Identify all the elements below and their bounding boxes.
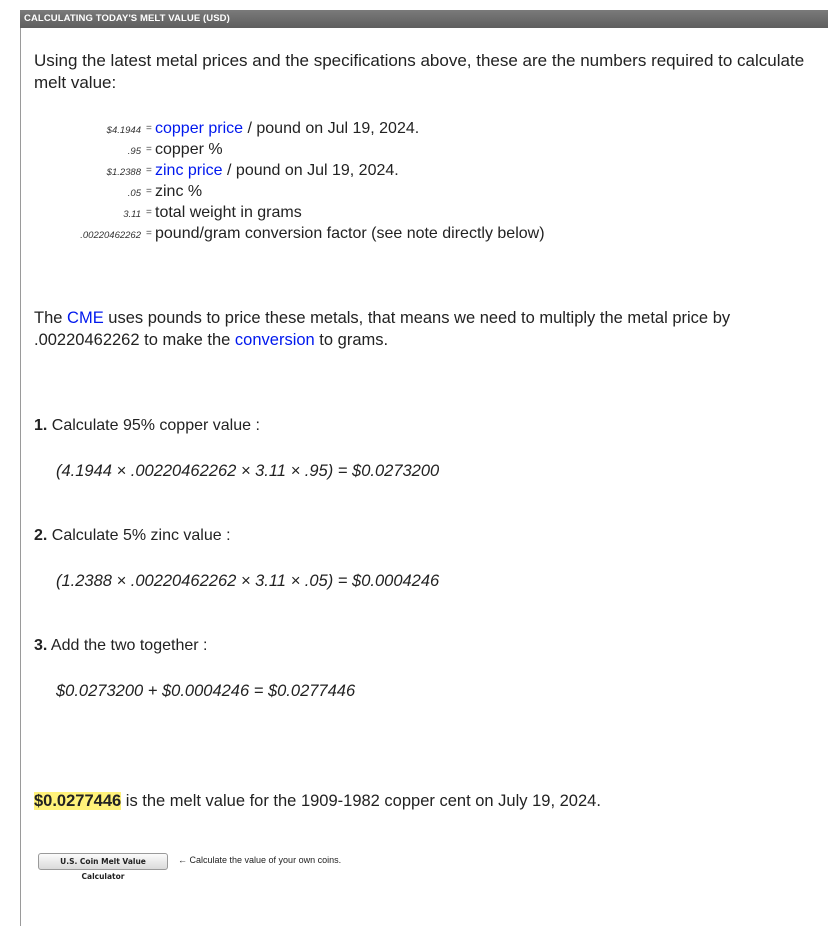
step-3-label	[34, 637, 207, 655]
spec-value: .05	[127, 188, 141, 199]
step-number: 3.	[34, 637, 48, 654]
spec-description: total weight in grams	[155, 204, 302, 221]
spec-value: .95	[127, 146, 141, 157]
equals-sign: =	[146, 207, 152, 218]
equals-sign: =	[146, 144, 152, 155]
step-label: Calculate 5% zinc value :	[47, 527, 231, 544]
note-text: uses pounds to price these metals, that means we need to multiply the metal price by .00220462262 to make the	[34, 309, 731, 349]
step-number: 1.	[34, 417, 48, 434]
step-label: Calculate 95% copper value :	[47, 417, 260, 434]
intro-text: Using the latest metal prices and the specifications above, these are the numbers required to calculate melt value:	[34, 51, 805, 92]
step-2-label	[34, 527, 231, 545]
melt-value-highlight: $0.0277446	[34, 792, 122, 810]
section-header	[20, 10, 828, 28]
equals-sign: =	[146, 123, 152, 134]
section-title: CALCULATING TODAY'S MELT VALUE (USD)	[24, 13, 230, 24]
spec-value: $1.2388	[106, 167, 141, 178]
step-1-label	[34, 417, 260, 435]
spec-description	[155, 162, 399, 180]
step-1-formula: (4.1944 × .00220462262 × 3.11 × .95) = $0.0273200	[56, 462, 440, 480]
zinc-price-link[interactable]: zinc price	[155, 162, 223, 179]
spec-description: zinc %	[155, 183, 203, 200]
spec-value: 3.11	[123, 209, 141, 220]
melt-value-result	[34, 792, 601, 811]
spec-description	[155, 120, 419, 138]
step-number: 2.	[34, 527, 48, 544]
spec-description-text: / pound on Jul 19, 2024.	[222, 162, 399, 179]
spec-value: $4.1944	[106, 125, 141, 136]
calculator-note: ← Calculate the value of your own coins.	[178, 855, 342, 865]
conversion-link[interactable]: conversion	[234, 331, 315, 349]
step-2-formula: (1.2388 × .00220462262 × 3.11 × .05) = $0.0004246	[56, 572, 440, 590]
cme-link[interactable]: CME	[67, 309, 104, 327]
note-text: to grams.	[314, 331, 389, 349]
equals-sign: =	[146, 228, 152, 239]
spec-value: .00220462262	[80, 230, 141, 241]
equals-sign: =	[146, 165, 152, 176]
result-text: is the melt value for the 1909-1982 copper cent on July 19, 2024.	[121, 792, 601, 810]
melt-value-calculator-button[interactable]: U.S. Coin Melt Value Calculator	[38, 853, 168, 870]
step-label: Add the two together :	[47, 637, 208, 654]
equals-sign: =	[146, 186, 152, 197]
spec-description-text: / pound on Jul 19, 2024.	[243, 120, 420, 137]
copper-price-link[interactable]: copper price	[155, 120, 244, 137]
conversion-note	[34, 307, 814, 351]
spec-description: pound/gram conversion factor (see note directly below)	[155, 225, 545, 242]
note-text: The	[34, 309, 68, 327]
step-3-formula: $0.0273200 + $0.0004246 = $0.0277446	[56, 682, 356, 700]
spec-description: copper %	[155, 141, 223, 158]
